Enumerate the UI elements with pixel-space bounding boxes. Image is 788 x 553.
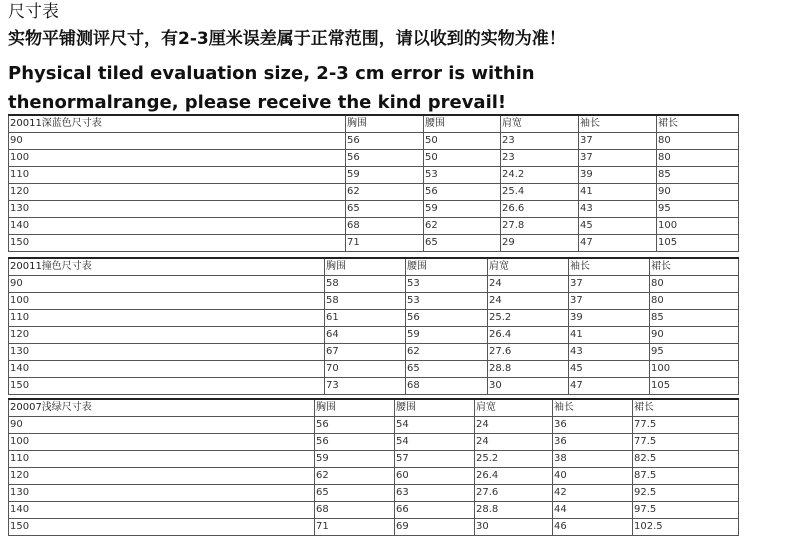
table-row xyxy=(9,434,739,451)
measurement-cell: 39 xyxy=(569,310,650,327)
measurement-cell: 100 xyxy=(657,218,739,235)
measurement-cell: 70 xyxy=(325,361,406,378)
size-cell: 120 xyxy=(9,468,315,485)
column-header: 肩宽 xyxy=(488,258,569,276)
measurement-cell: 69 xyxy=(395,519,475,536)
size-cell: 110 xyxy=(9,167,346,184)
measurement-cell: 27.6 xyxy=(488,344,569,361)
size-cell: 150 xyxy=(9,519,315,536)
measurement-cell: 37 xyxy=(569,276,650,293)
measurement-cell: 92.5 xyxy=(633,485,739,502)
table-row xyxy=(9,293,739,310)
measurement-cell: 43 xyxy=(579,201,657,218)
table-header-row xyxy=(9,258,739,276)
size-table-light-green xyxy=(8,398,739,536)
size-table-body xyxy=(9,399,739,536)
measurement-cell: 42 xyxy=(553,485,633,502)
measurement-cell: 54 xyxy=(395,434,475,451)
size-cell: 100 xyxy=(9,434,315,451)
table-row xyxy=(9,327,739,344)
table-row xyxy=(9,235,739,252)
measurement-cell: 56 xyxy=(346,150,424,167)
measurement-cell: 56 xyxy=(424,184,501,201)
size-cell: 140 xyxy=(9,361,325,378)
measurement-cell: 38 xyxy=(553,451,633,468)
table-row xyxy=(9,133,739,150)
size-cell: 90 xyxy=(9,417,315,434)
size-table-body xyxy=(9,115,739,252)
table-row xyxy=(9,218,739,235)
measurement-cell: 41 xyxy=(579,184,657,201)
table-row xyxy=(9,167,739,184)
measurement-cell: 80 xyxy=(657,150,739,167)
measurement-cell: 30 xyxy=(488,378,569,395)
measurement-cell: 90 xyxy=(650,327,739,344)
measurement-cell: 64 xyxy=(325,327,406,344)
measurement-cell: 82.5 xyxy=(633,451,739,468)
measurement-cell: 24 xyxy=(475,434,553,451)
measurement-cell: 68 xyxy=(346,218,424,235)
measurement-cell: 60 xyxy=(395,468,475,485)
measurement-cell: 53 xyxy=(406,276,488,293)
size-cell: 140 xyxy=(9,502,315,519)
column-header: 肩宽 xyxy=(501,115,579,133)
measurement-cell: 63 xyxy=(395,485,475,502)
measurement-cell: 26.4 xyxy=(475,468,553,485)
measurement-cell: 46 xyxy=(553,519,633,536)
measurement-cell: 25.4 xyxy=(501,184,579,201)
table-row xyxy=(9,310,739,327)
size-table-contrast xyxy=(8,257,739,395)
measurement-cell: 80 xyxy=(657,133,739,150)
table-header-row xyxy=(9,115,739,133)
measurement-cell: 41 xyxy=(569,327,650,344)
table-row xyxy=(9,150,739,167)
column-header: 裙长 xyxy=(650,258,739,276)
measurement-cell: 65 xyxy=(424,235,501,252)
size-cell: 150 xyxy=(9,235,346,252)
measurement-cell: 65 xyxy=(406,361,488,378)
column-header: 裙长 xyxy=(633,399,739,417)
measurement-cell: 36 xyxy=(553,417,633,434)
measurement-cell: 28.8 xyxy=(475,502,553,519)
measurement-cell: 27.8 xyxy=(501,218,579,235)
column-header: 袖长 xyxy=(553,399,633,417)
measurement-cell: 85 xyxy=(657,167,739,184)
measurement-cell: 65 xyxy=(346,201,424,218)
measurement-cell: 24 xyxy=(488,293,569,310)
size-table-body xyxy=(9,258,739,395)
size-cell: 90 xyxy=(9,133,346,150)
measurement-cell: 85 xyxy=(650,310,739,327)
measurement-cell: 62 xyxy=(315,468,395,485)
table-header-row xyxy=(9,399,739,417)
measurement-note-en-line1: Physical tiled evaluation size, 2-3 cm error is within xyxy=(8,63,535,84)
measurement-cell: 62 xyxy=(346,184,424,201)
measurement-cell: 68 xyxy=(406,378,488,395)
size-cell: 90 xyxy=(9,276,325,293)
measurement-cell: 47 xyxy=(579,235,657,252)
column-header: 胸围 xyxy=(346,115,424,133)
measurement-cell: 73 xyxy=(325,378,406,395)
measurement-note-cn: 实物平铺测评尺寸，有2-3厘米误差属于正常范围，请以收到的实物为准！ xyxy=(8,29,566,49)
measurement-cell: 90 xyxy=(657,184,739,201)
column-header: 裙长 xyxy=(657,115,739,133)
measurement-cell: 68 xyxy=(315,502,395,519)
measurement-cell: 58 xyxy=(325,293,406,310)
measurement-cell: 26.4 xyxy=(488,327,569,344)
measurement-cell: 65 xyxy=(315,485,395,502)
measurement-cell: 24 xyxy=(475,417,553,434)
measurement-cell: 30 xyxy=(475,519,553,536)
measurement-cell: 59 xyxy=(406,327,488,344)
measurement-cell: 105 xyxy=(650,378,739,395)
measurement-cell: 24.2 xyxy=(501,167,579,184)
column-header: 腰围 xyxy=(395,399,475,417)
measurement-cell: 56 xyxy=(315,417,395,434)
measurement-cell: 37 xyxy=(569,293,650,310)
size-cell: 120 xyxy=(9,327,325,344)
size-cell: 100 xyxy=(9,150,346,167)
measurement-cell: 57 xyxy=(395,451,475,468)
measurement-cell: 27.6 xyxy=(475,485,553,502)
size-cell: 150 xyxy=(9,378,325,395)
measurement-cell: 43 xyxy=(569,344,650,361)
measurement-cell: 50 xyxy=(424,150,501,167)
size-cell: 120 xyxy=(9,184,346,201)
measurement-cell: 100 xyxy=(650,361,739,378)
measurement-cell: 29 xyxy=(501,235,579,252)
measurement-cell: 53 xyxy=(424,167,501,184)
measurement-cell: 44 xyxy=(553,502,633,519)
measurement-cell: 56 xyxy=(406,310,488,327)
measurement-cell: 59 xyxy=(424,201,501,218)
size-cell: 100 xyxy=(9,293,325,310)
measurement-cell: 25.2 xyxy=(475,451,553,468)
table-title: 20007浅绿尺寸表 xyxy=(9,399,315,417)
size-cell: 130 xyxy=(9,485,315,502)
column-header: 袖长 xyxy=(579,115,657,133)
table-title: 20011深蓝色尺寸表 xyxy=(9,115,346,133)
table-row xyxy=(9,276,739,293)
measurement-cell: 95 xyxy=(650,344,739,361)
size-cell: 140 xyxy=(9,218,346,235)
table-row xyxy=(9,519,739,536)
page-title: 尺寸表 xyxy=(8,2,59,22)
measurement-cell: 62 xyxy=(406,344,488,361)
measurement-cell: 37 xyxy=(579,150,657,167)
table-title: 20011撞色尺寸表 xyxy=(9,258,325,276)
size-table-navy xyxy=(8,114,739,252)
measurement-cell: 56 xyxy=(315,434,395,451)
measurement-cell: 71 xyxy=(315,519,395,536)
size-cell: 110 xyxy=(9,310,325,327)
measurement-cell: 71 xyxy=(346,235,424,252)
table-row xyxy=(9,378,739,395)
measurement-cell: 26.6 xyxy=(501,201,579,218)
measurement-cell: 23 xyxy=(501,133,579,150)
measurement-cell: 59 xyxy=(346,167,424,184)
measurement-cell: 40 xyxy=(553,468,633,485)
measurement-cell: 59 xyxy=(315,451,395,468)
measurement-cell: 80 xyxy=(650,276,739,293)
measurement-cell: 77.5 xyxy=(633,434,739,451)
size-cell: 130 xyxy=(9,344,325,361)
measurement-cell: 25.2 xyxy=(488,310,569,327)
measurement-cell: 36 xyxy=(553,434,633,451)
size-cell: 130 xyxy=(9,201,346,218)
column-header: 腰围 xyxy=(406,258,488,276)
measurement-note-en-line2: thenormalrange, please receive the kind prevail! xyxy=(8,92,507,113)
measurement-cell: 58 xyxy=(325,276,406,293)
measurement-cell: 61 xyxy=(325,310,406,327)
measurement-cell: 80 xyxy=(650,293,739,310)
table-row xyxy=(9,201,739,218)
table-row xyxy=(9,344,739,361)
measurement-cell: 28.8 xyxy=(488,361,569,378)
measurement-cell: 50 xyxy=(424,133,501,150)
column-header: 腰围 xyxy=(424,115,501,133)
measurement-cell: 45 xyxy=(579,218,657,235)
table-row xyxy=(9,502,739,519)
measurement-cell: 54 xyxy=(395,417,475,434)
column-header: 肩宽 xyxy=(475,399,553,417)
table-row xyxy=(9,417,739,434)
column-header: 胸围 xyxy=(325,258,406,276)
measurement-cell: 77.5 xyxy=(633,417,739,434)
size-cell: 110 xyxy=(9,451,315,468)
table-row xyxy=(9,361,739,378)
measurement-cell: 23 xyxy=(501,150,579,167)
measurement-cell: 102.5 xyxy=(633,519,739,536)
table-row xyxy=(9,184,739,201)
table-row xyxy=(9,485,739,502)
measurement-cell: 47 xyxy=(569,378,650,395)
column-header: 袖长 xyxy=(569,258,650,276)
column-header: 胸围 xyxy=(315,399,395,417)
table-row xyxy=(9,468,739,485)
measurement-cell: 105 xyxy=(657,235,739,252)
measurement-cell: 45 xyxy=(569,361,650,378)
measurement-cell: 95 xyxy=(657,201,739,218)
measurement-cell: 53 xyxy=(406,293,488,310)
measurement-cell: 87.5 xyxy=(633,468,739,485)
measurement-cell: 97.5 xyxy=(633,502,739,519)
measurement-cell: 24 xyxy=(488,276,569,293)
measurement-cell: 67 xyxy=(325,344,406,361)
measurement-cell: 62 xyxy=(424,218,501,235)
measurement-cell: 39 xyxy=(579,167,657,184)
table-row xyxy=(9,451,739,468)
measurement-cell: 37 xyxy=(579,133,657,150)
measurement-cell: 56 xyxy=(346,133,424,150)
measurement-cell: 66 xyxy=(395,502,475,519)
